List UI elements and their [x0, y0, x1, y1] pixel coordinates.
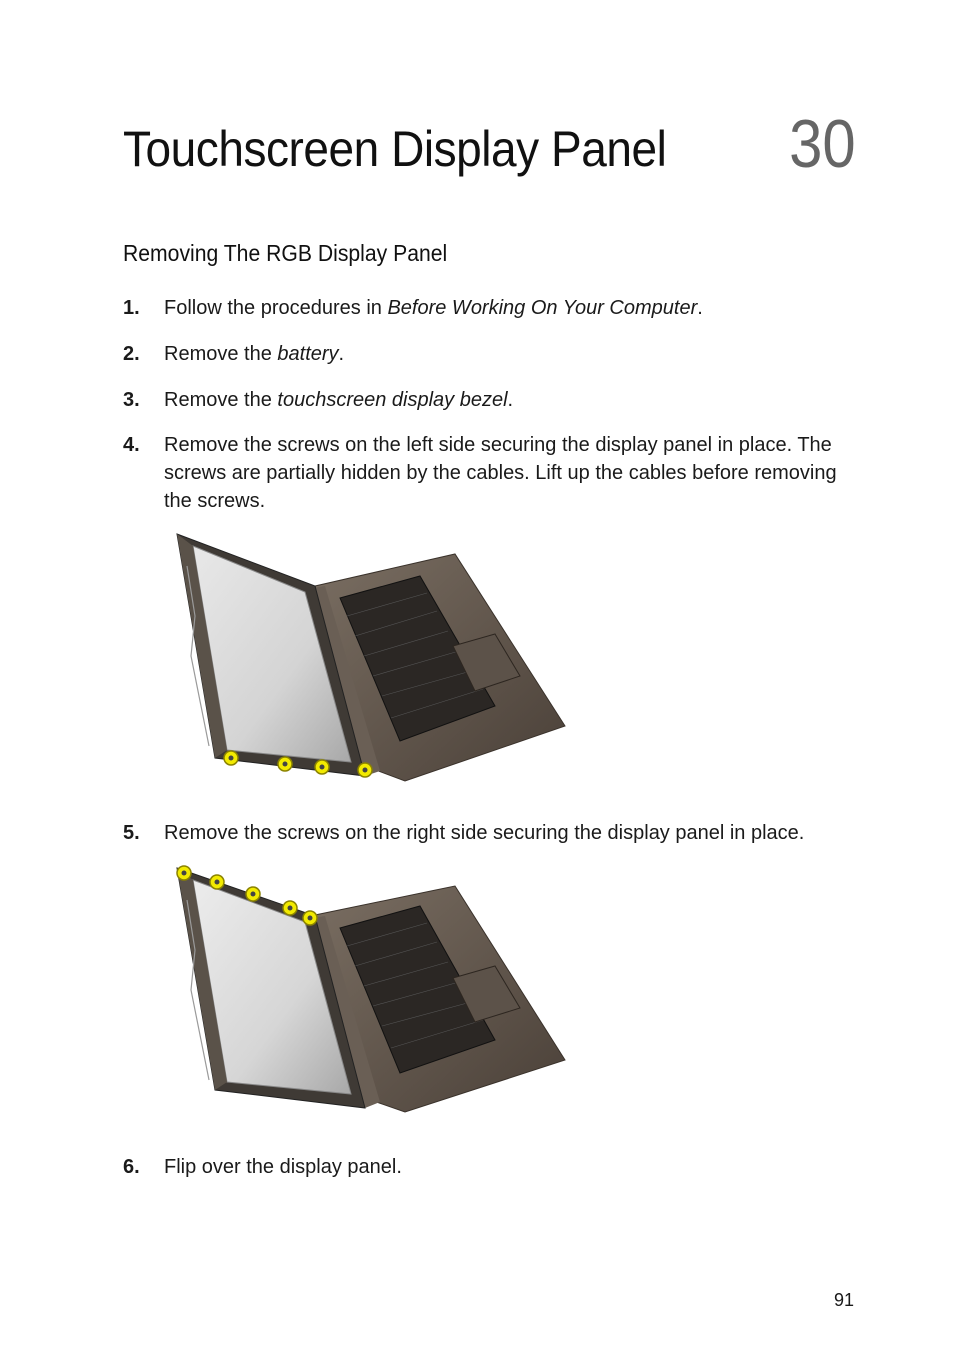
step-number: 3.: [123, 389, 140, 411]
step-text: [164, 294, 864, 322]
step-text: Flip over the display panel.: [164, 1156, 402, 1178]
step-text-part: .: [507, 389, 514, 411]
step-text-part: Remove the: [164, 343, 278, 365]
step-text: Remove the screws on the left side securing the display panel in place. The screws are partially hidden by the cables. Lift up the cables before removing the screws.: [164, 434, 837, 512]
section-title: Removing The RGB Display Panel: [123, 240, 448, 266]
link-battery[interactable]: battery: [277, 343, 339, 365]
step-number: 2.: [123, 343, 140, 365]
step-text: Remove the screws on the right side securing the display panel in place.: [164, 822, 805, 844]
step-number: 4.: [123, 434, 140, 456]
step-text: [164, 340, 864, 368]
link-touchscreen-bezel[interactable]: touchscreen display bezel: [277, 389, 508, 411]
link-before-working[interactable]: Before Working On Your Computer: [387, 297, 698, 319]
step-number: 6.: [123, 1156, 140, 1178]
page-number: 91: [833, 1290, 854, 1310]
step-text-part: Follow the procedures in: [164, 297, 388, 319]
step-text-part: Remove the: [164, 389, 278, 411]
step-number: 1.: [123, 297, 140, 319]
step-text-part: .: [338, 343, 345, 365]
step-number: 5.: [123, 822, 140, 844]
laptop-left-screws-figure: [165, 526, 575, 796]
chapter-title: Touchscreen Display Panel: [123, 121, 667, 177]
step-text: [164, 386, 864, 414]
step-text-part: .: [697, 297, 703, 319]
laptop-right-screws-figure: [165, 860, 575, 1120]
chapter-number: 30: [789, 106, 856, 182]
